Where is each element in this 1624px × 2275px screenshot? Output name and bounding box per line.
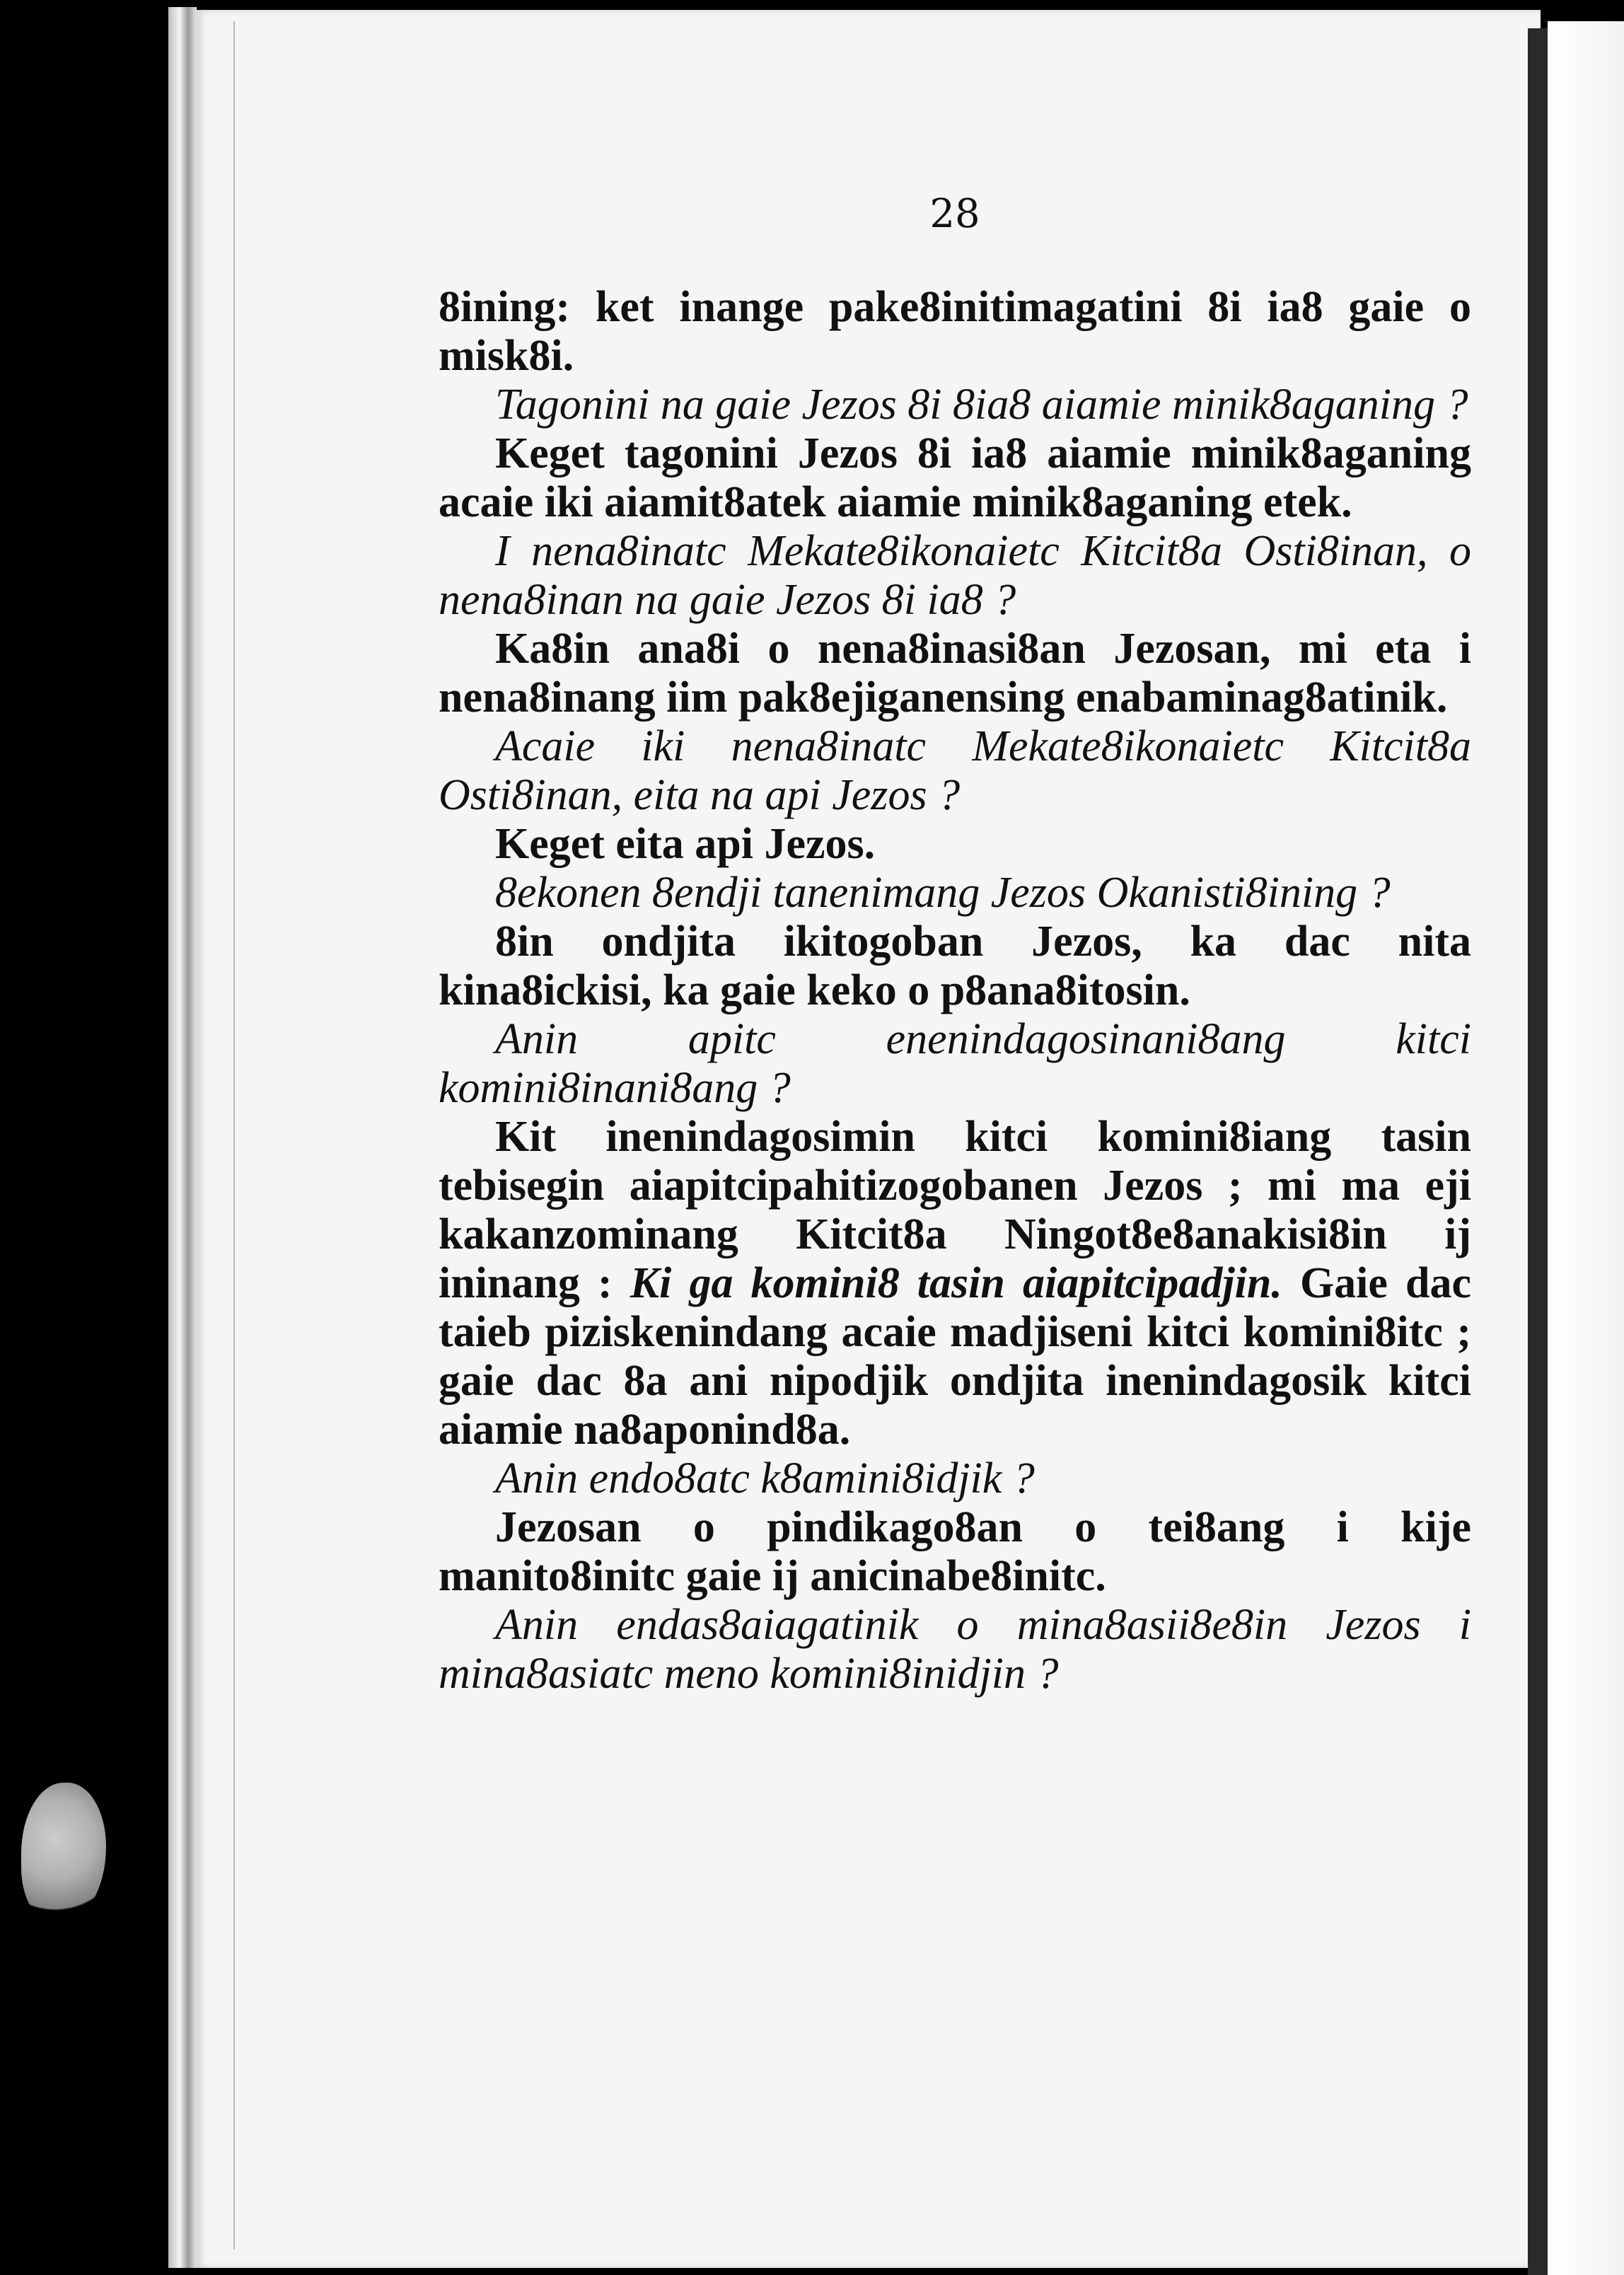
question-7: Anin endas8aiagatinik o mina8asii8e8in Jezos i mina8asiatc meno komini8inidjin ? bbox=[439, 1601, 1471, 1698]
page-left-edge bbox=[168, 7, 197, 2268]
binding-shadow bbox=[0, 0, 170, 2275]
answer-5-quote: Ki ga komini8 tasin aiapitcipadjin. bbox=[630, 1259, 1282, 1307]
question-2: I nena8inatc Mekate8ikonaietc Kitcit8a Osti8inan, o nena8inan na gaie Jezos 8i ia8 ? bbox=[439, 527, 1471, 624]
page-text bbox=[439, 283, 1471, 1698]
page-number: 28 bbox=[929, 191, 980, 237]
question-5: Anin apitc enenindagosinani8ang kitci komini8inani8ang ? bbox=[439, 1015, 1471, 1112]
page-right-shadow bbox=[1528, 28, 1548, 2275]
page-fold-line bbox=[233, 21, 235, 2250]
answer-2: Ka8in ana8i o nena8inasi8an Jezosan, mi eta i nena8inang iim pak8ejiganensing enabaminag8atinik. bbox=[439, 625, 1471, 722]
question-3: Acaie iki nena8inatc Mekate8ikonaietc Kitcit8a Osti8inan, eita na api Jezos ? bbox=[439, 722, 1471, 819]
question-1: Tagonini na gaie Jezos 8i 8ia8 aiamie minik8aganing ? bbox=[495, 381, 1468, 429]
answer-3: Keget eita api Jezos. bbox=[495, 820, 876, 868]
question-4: 8ekonen 8endji tanenimang Jezos Okanisti8ining ? bbox=[495, 869, 1391, 917]
question-6: Anin endo8atc k8amini8idjik ? bbox=[495, 1454, 1035, 1503]
paragraph-continuation: 8ining: ket inange pake8initimagatini 8i ia8 gaie o misk8i. bbox=[439, 283, 1471, 380]
answer-4: 8in ondjita ikitogoban Jezos, ka dac nita kina8ickisi, ka gaie keko o p8ana8itosin. bbox=[439, 917, 1471, 1014]
answer-5-start: Kit inenindagosimin kitci komini8iang tasin tebisegin aiapitcipahitizogobanen Jezos ; mi ma eji kakanzominang Kitcit8a Ningot8e8anakisi8in ij ininang : bbox=[439, 1113, 1471, 1307]
answer-1: Keget tagonini Jezos 8i ia8 aiamie minik8aganing acaie iki aiamit8atek aiamie minik8aganing etek. bbox=[439, 429, 1471, 526]
answer-6: Jezosan o pindikago8an o tei8ang i kije manito8initc gaie ij anicinabe8initc. bbox=[439, 1503, 1471, 1600]
answer-5-end: Gaie dac taieb piziskenindang acaie madjiseni kitci komini8itc ; gaie dac 8a ani nipodjik ondjita inenindagosik kitci aiamie na8aponind8a. bbox=[439, 1259, 1472, 1454]
next-page-edge bbox=[1548, 21, 1624, 2275]
answer-5 bbox=[439, 1113, 1471, 1454]
